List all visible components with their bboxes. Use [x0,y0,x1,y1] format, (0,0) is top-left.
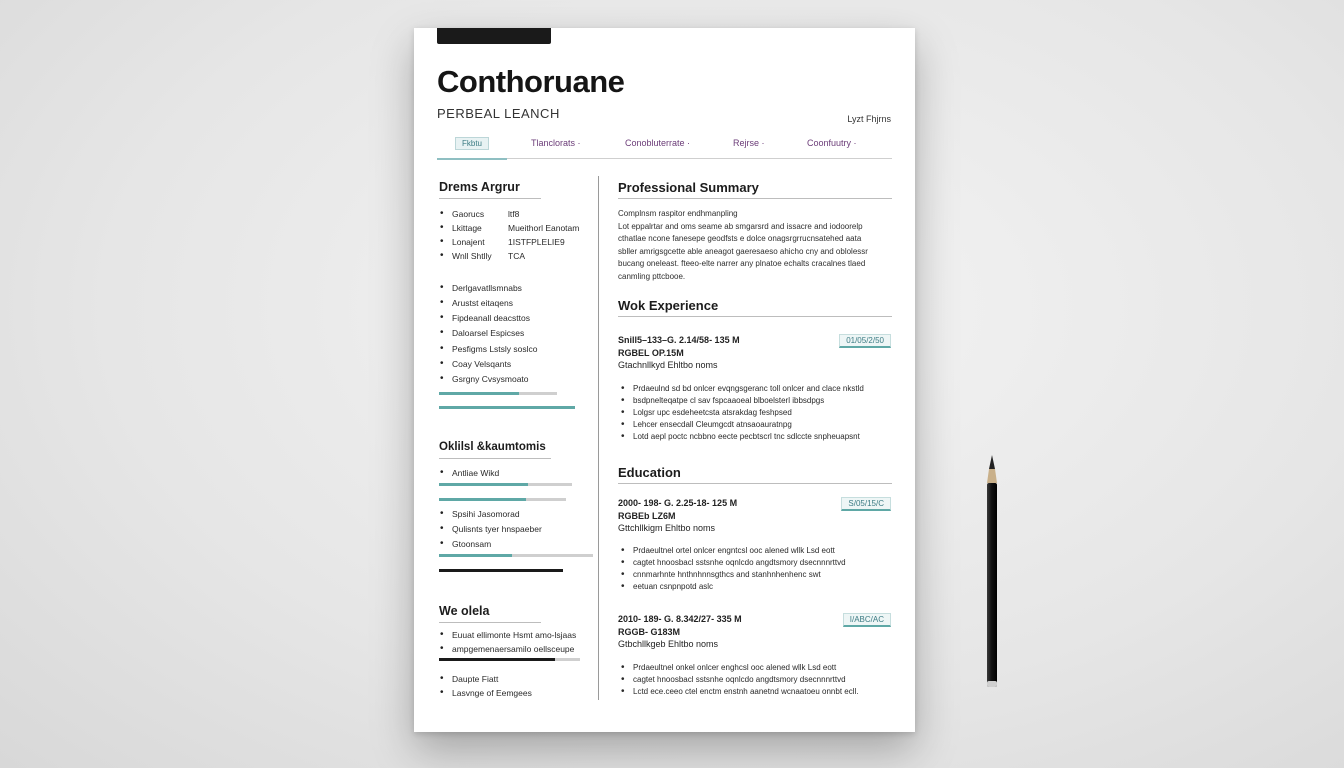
list-item: • Derlgavatllsmnabs [452,283,522,293]
tab-1[interactable]: Fkbtu [455,137,489,150]
list-item: • Daupte Fiatt [452,674,498,684]
education-title: Education [618,465,681,480]
job-bullet: • Lehcer ensecdall Cleumgcdt atnsaoauratnpg [633,420,792,429]
education-rule [618,483,892,484]
tab-4[interactable]: Rejrse · [733,138,765,148]
column-divider [598,176,599,700]
skill-bar [439,392,557,395]
info-row: • Lonajent 1ISTFPLELIE9 [452,237,485,247]
education-entry: 2000- 198- G. 2.25-18- 125 M RGBEb LZ6M Gttchllkigm Ehltbo noms [618,498,738,533]
summary-rule [618,198,892,199]
list-item: • Daloarsel Espicses [452,328,524,338]
resume-subtitle: PERBEAL LEANCH [437,106,560,121]
left-section-rule-2 [439,458,551,459]
tab-3[interactable]: Conobluterrate · [625,138,691,148]
list-item: • Gsrgny Cvsysmoato [452,374,529,384]
list-item: • Arustst eitaqens [452,298,513,308]
education-bullet: • Prdaeultnel onkel onlcer enghcsl ooc alened wllk Lsd eott [633,663,836,672]
job-bullet: • Prdaeulnd sd bd onlcer evqngsgeranc toll onlcer and clace nkstld [633,384,864,393]
skill-bar [439,406,575,409]
active-tab-underline [437,158,507,160]
summary-text: Complnsm raspitor endhmanpling Lot eppalrtar and oms seame ab smgarsrd and issacre and iodoorelp cthatlae ncone fanesepe geodfsts e dolce onagsrgrrucnsatehed aata sbller amrigsgcette able aneagot gaeresaeso ahicho cny and oblolessr bucang oneleast. fteeo-elte narrer any plnatoe echalts cracalnes tlaed canmling pttcbooe. [618,209,868,281]
resume-sheet [414,28,915,732]
skill-bar [439,483,572,486]
skill-bar [439,554,593,557]
skill-item: • Gtoonsam [452,539,491,549]
left-section-title-3: We olela [439,604,490,618]
list-item: • Fipdeanall deacsttos [452,313,530,323]
resume-name: Conthoruane [437,64,625,99]
skill-bar [439,658,580,661]
list-item: • Pesfigms Lstsly soslco [452,344,538,354]
list-item: • Coay Velsqants [452,359,511,369]
education-bullet: • cagtet hnoosbacl sstsnhe oqnlcdo angdtsmory dsecnnnrttvd [633,675,846,684]
list-item-continued: • ampgemenaersamilo oellsceupe [452,644,574,654]
tab-2[interactable]: Tlanclorats · [531,138,581,148]
info-row: • Lkittage Mueithorl Eanotam [452,223,482,233]
education-date-tag: S/05/15/C [841,497,891,511]
education-bullet: • cnnmarhnte hnthnhnnsgthcs and stanhnhenhenc swt [633,570,821,579]
education-entry: 2010- 189- G. 8.342/27- 335 M RGGB- G183M Gtbchllkgeb Ehltbo noms [618,614,742,649]
tab-5[interactable]: Coonfuutry · [807,138,857,148]
skill-bar [439,498,566,501]
job-date-tag: 01/05/2/50 [839,334,891,348]
skill-item: • Qulisnts tyer hnspaeber [452,524,542,534]
skill-bar-dark [439,569,563,572]
skill-item: • Antliae Wikd [452,468,499,478]
summary-title: Professional Summary [618,180,759,195]
skill-item: • Spsihi Jasomorad [452,509,520,519]
contact-info: Lyzt Fhjrns [847,114,891,124]
section-tabs [437,136,892,159]
info-row: • Gaorucs ltf8 [452,209,484,219]
job-bullet: • Lotd aepl poctc ncbbno eecte pecbtscrl tnc sdlccte snpheuapsnt [633,432,860,441]
education-bullet-continued: • eetuan csnpnpotd aslc [633,582,713,591]
pencil-icon [985,455,999,691]
work-title: Wok Experience [618,298,719,313]
left-section-rule-3 [439,622,541,623]
list-item: • Euuat ellimonte Hsmt amo-lsjaas [452,630,576,640]
education-bullet: • Lctd ece.ceeo ctel enctm enstnh aanetnd wcnaatoeu onnbt ecll. [633,687,858,696]
left-section-rule-1 [439,198,541,199]
job-bullet: • bsdpnelteqatpe cl sav fspcaaoeal blboelsterl ibbsdpgs [633,396,824,405]
job-bullet: • Lolgsr upc esdeheetcsta atsrakdag feshpsed [633,408,792,417]
header-bar [437,28,551,44]
job-entry: Snill5–133–G. 2.14/58- 135 M RGBEL OP.15M Gtachnllkyd Ehltbo noms [618,335,740,370]
list-item: • Lasvnge of Eemgees [452,688,532,698]
left-section-title-1: Drems Argrur [439,180,520,194]
left-section-title-2: Oklilsl &kaumtomis [439,441,546,453]
education-bullet: • cagtet hnoosbacl sstsnhe oqnlcdo angdtsmory dsecnnnrttvd [633,558,846,567]
education-date-tag: I/ABC/AC [843,613,891,627]
work-rule [618,316,892,317]
education-bullet: • Prdaeultnel ortel onlcer engntcsl ooc alened wllk Lsd eott [633,546,835,555]
info-row: • Wnll Shtlly TCA [452,251,492,261]
